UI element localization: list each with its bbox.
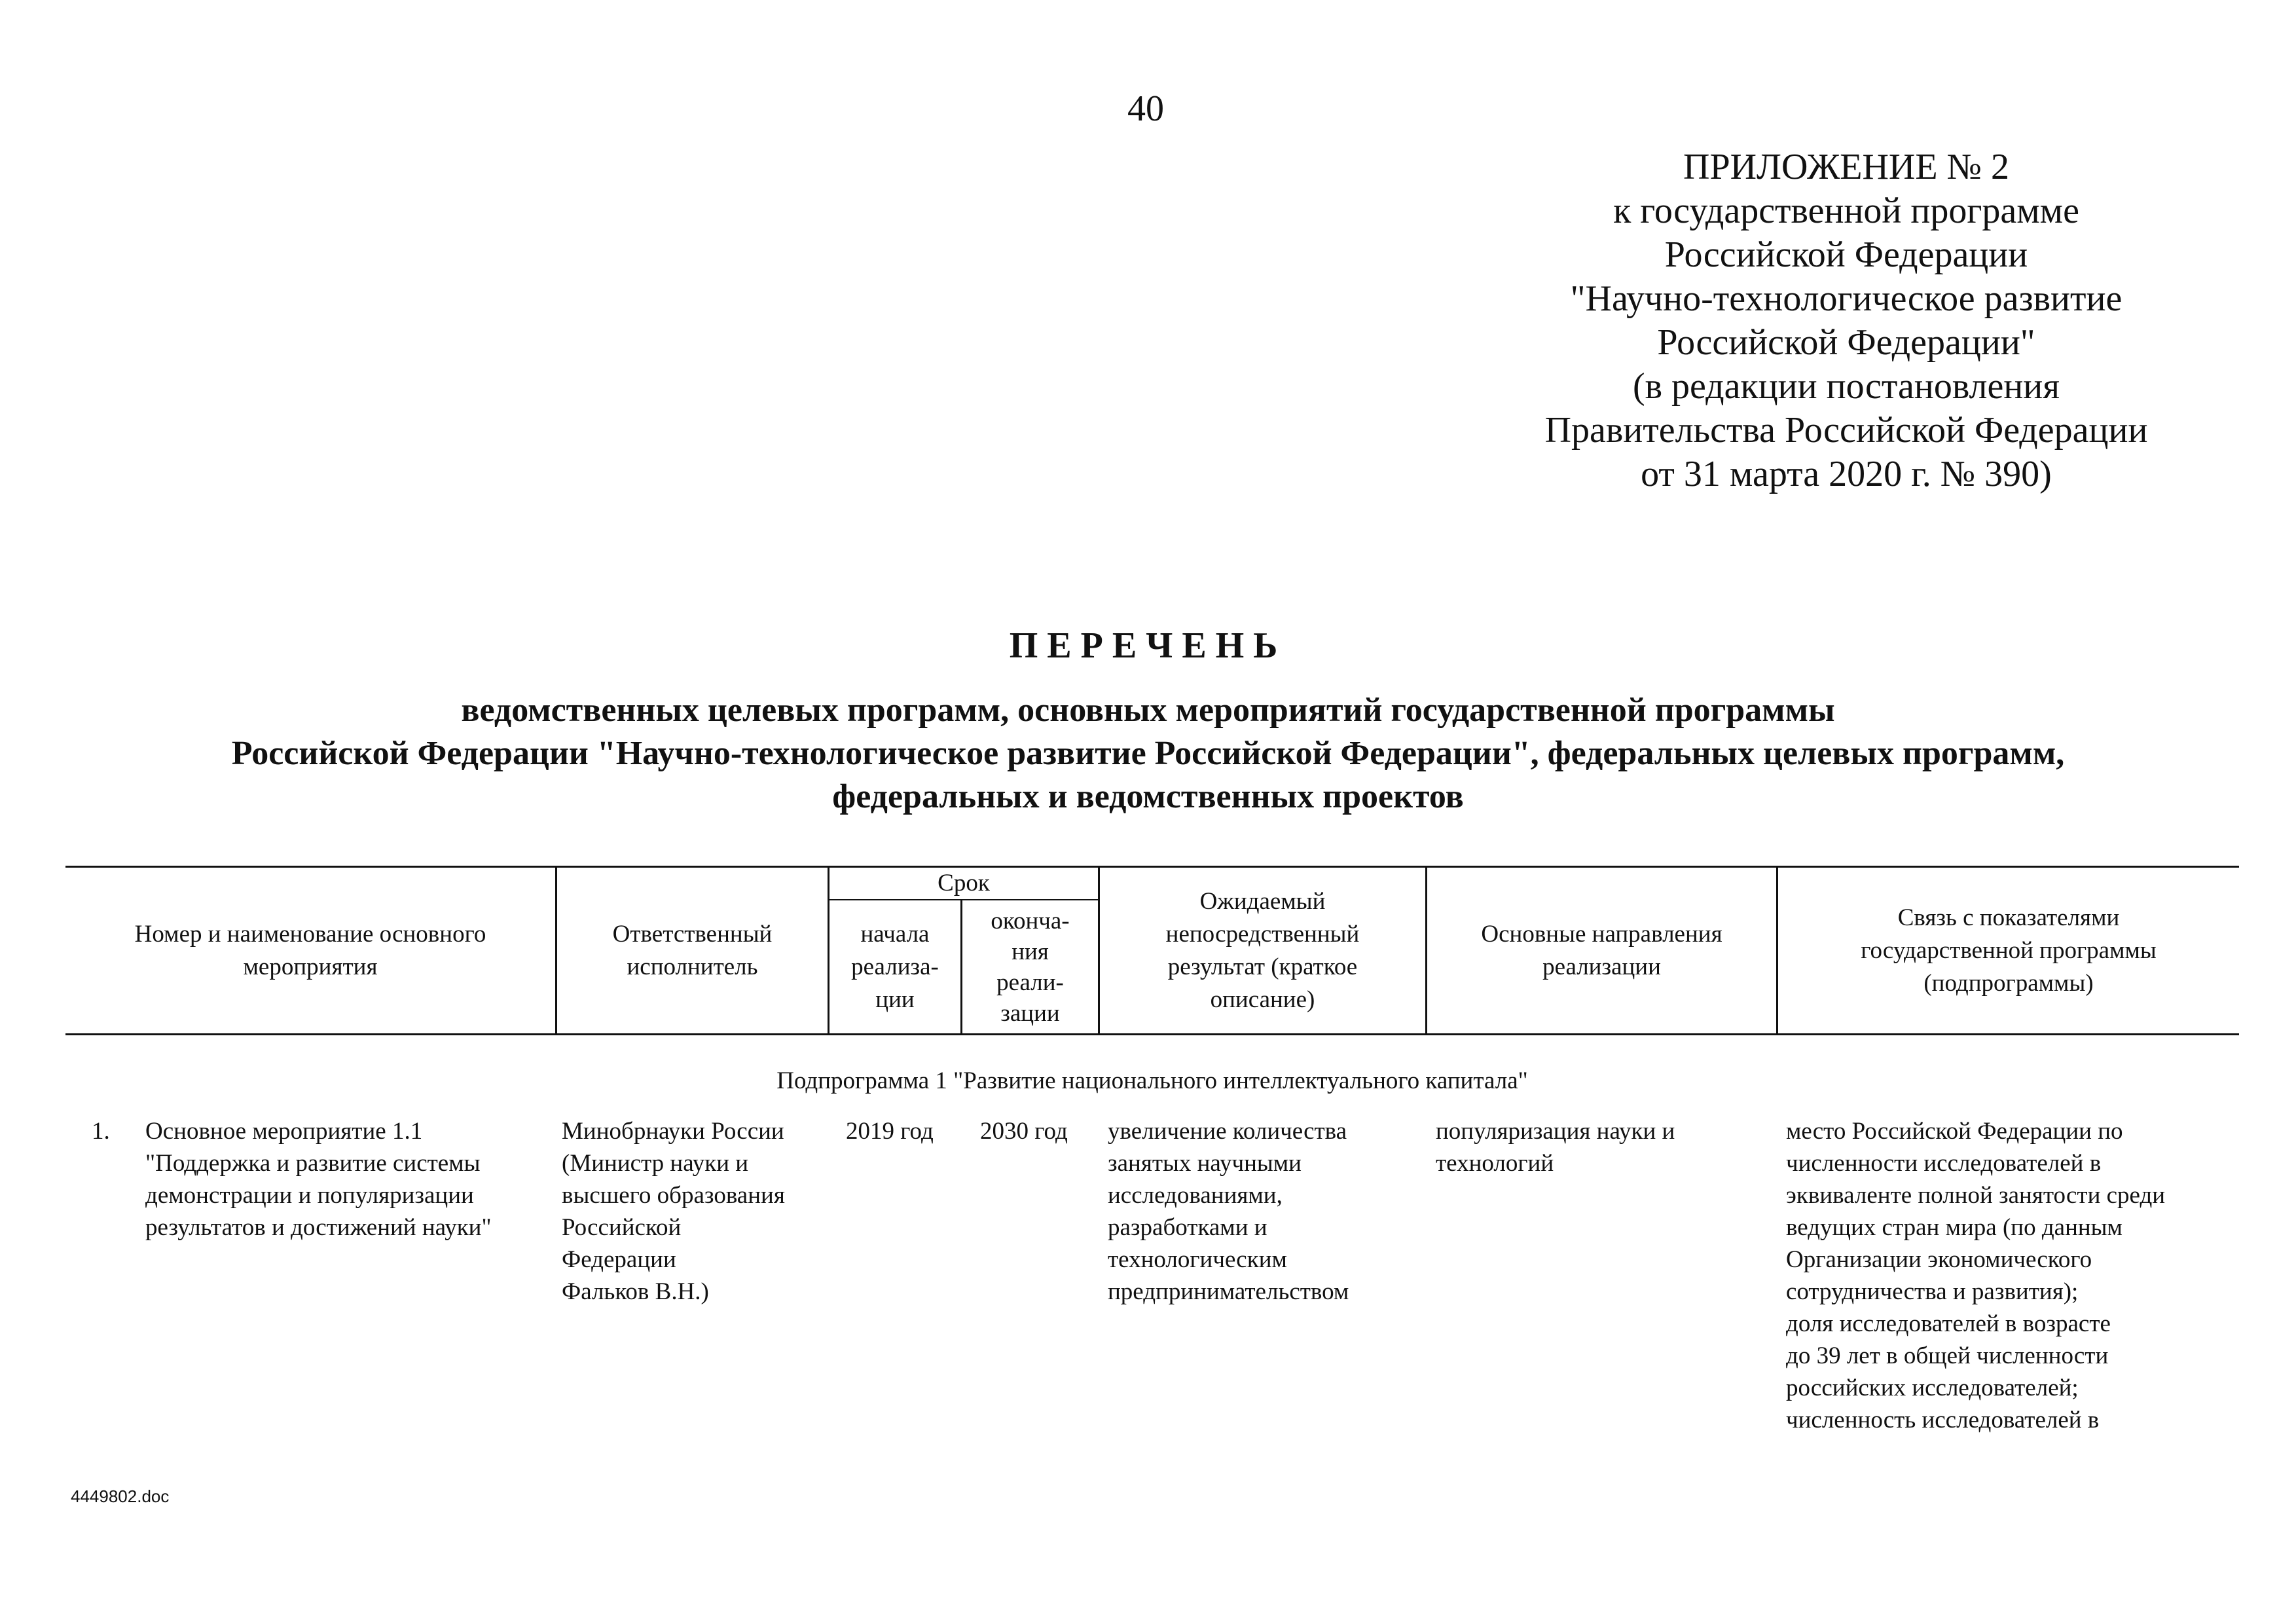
header-name-line: мероприятия bbox=[243, 953, 378, 980]
appendix-line: ПРИЛОЖЕНИЕ № 2 bbox=[1683, 147, 2009, 187]
header-indicators-line: государственной программы bbox=[1861, 936, 2157, 964]
document-file-id: 4449802.doc bbox=[71, 1486, 170, 1506]
row-result-line: занятых научными bbox=[1108, 1150, 1302, 1177]
subprogram-title: Подпрограмма 1 "Развитие национального интеллектуального капитала" bbox=[776, 1067, 1528, 1094]
header-indicators-line: Связь с показателями bbox=[1897, 904, 2120, 931]
header-name bbox=[65, 868, 555, 1033]
row-name-line: результатов и достижений науки" bbox=[145, 1214, 492, 1241]
row-indicators-line: Организации экономического bbox=[1786, 1246, 2092, 1273]
row-end-year: 2030 год bbox=[980, 1118, 1068, 1145]
row-number: 1. bbox=[92, 1118, 110, 1145]
row-directions-line: популяризация науки и bbox=[1436, 1118, 1675, 1145]
appendix-line: к государственной программе bbox=[1613, 191, 2079, 231]
document-subtitle bbox=[0, 689, 2296, 819]
row-directions bbox=[1436, 1115, 1675, 1179]
row-indicators-line: до 39 лет в общей численности bbox=[1786, 1342, 2109, 1369]
row-indicators-line: место Российской Федерации по bbox=[1786, 1118, 2123, 1145]
row-result bbox=[1108, 1115, 1349, 1308]
row-indicators-line: численность исследователей в bbox=[1786, 1407, 2100, 1433]
header-end-line: ния bbox=[1011, 938, 1049, 965]
row-executor-line: Федерации bbox=[562, 1246, 676, 1273]
document-title: ПЕРЕЧЕНЬ bbox=[1009, 625, 1287, 666]
header-directions-line: Основные направления bbox=[1481, 920, 1722, 948]
header-start-line: ции bbox=[875, 986, 915, 1013]
header-result-line: Ожидаемый bbox=[1199, 887, 1326, 915]
header-executor-line: исполнитель bbox=[627, 953, 758, 980]
row-indicators-line: ведущих стран мира (по данным bbox=[1786, 1214, 2123, 1241]
subtitle-line: Российской Федерации "Научно-технологическое развитие Российской Федерации", федеральных целевых программ, bbox=[231, 735, 2065, 772]
term-header-rule bbox=[828, 899, 1100, 900]
appendix-line: от 31 марта 2020 г. № 390) bbox=[1641, 454, 2052, 494]
row-indicators bbox=[1786, 1115, 2165, 1436]
header-term: Срок bbox=[938, 870, 990, 896]
appendix-header bbox=[1486, 145, 2206, 496]
header-directions bbox=[1427, 868, 1776, 1033]
appendix-line: Российской Федерации" bbox=[1657, 322, 2035, 363]
row-executor bbox=[562, 1115, 785, 1308]
header-start-line: реализа- bbox=[851, 953, 939, 980]
header-result-line: описание) bbox=[1210, 986, 1315, 1013]
subtitle-line: ведомственных целевых программ, основных мероприятий государственной программы bbox=[461, 692, 1835, 729]
header-name-line: Номер и наименование основного bbox=[134, 920, 486, 948]
table-header-bottom-rule bbox=[65, 1033, 2239, 1035]
appendix-line: Правительства Российской Федерации bbox=[1544, 410, 2148, 451]
appendix-line: Российской Федерации bbox=[1664, 234, 2028, 275]
header-result-line: результат (краткое bbox=[1167, 953, 1358, 980]
row-directions-line: технологий bbox=[1436, 1150, 1554, 1177]
row-indicators-line: численности исследователей в bbox=[1786, 1150, 2102, 1177]
row-name-line: Основное мероприятие 1.1 bbox=[145, 1118, 423, 1145]
row-executor-line: Российской bbox=[562, 1214, 682, 1241]
row-executor-line: (Министр науки и bbox=[562, 1150, 749, 1177]
page-number: 40 bbox=[1127, 88, 1164, 129]
row-start-year: 2019 год bbox=[846, 1118, 934, 1145]
header-start bbox=[829, 901, 960, 1033]
row-name-line: "Поддержка и развитие системы bbox=[145, 1150, 481, 1177]
row-indicators-line: эквиваленте полной занятости среди bbox=[1786, 1182, 2166, 1209]
row-result-line: увеличение количества bbox=[1108, 1118, 1347, 1145]
row-indicators-line: сотрудничества и развития); bbox=[1786, 1278, 2079, 1305]
header-result bbox=[1100, 868, 1425, 1033]
header-result-line: непосредственный bbox=[1165, 920, 1360, 948]
row-result-line: предпринимательством bbox=[1108, 1278, 1349, 1305]
appendix-line: "Научно-технологическое развитие bbox=[1570, 278, 2123, 319]
row-indicators-line: российских исследователей; bbox=[1786, 1375, 2079, 1401]
header-executor-line: Ответственный bbox=[612, 920, 773, 948]
header-indicators-line: (подпрограммы) bbox=[1923, 969, 2094, 997]
appendix-line: (в редакции постановления bbox=[1632, 366, 2060, 407]
header-directions-line: реализации bbox=[1542, 953, 1661, 980]
header-start-line: начала bbox=[860, 921, 930, 948]
header-executor bbox=[557, 868, 828, 1033]
row-result-line: разработками и bbox=[1108, 1214, 1267, 1241]
row-indicators-line: доля исследователей в возрасте bbox=[1786, 1310, 2111, 1337]
row-executor-line: Минобрнауки России bbox=[562, 1118, 784, 1145]
subtitle-line: федеральных и ведомственных проектов bbox=[832, 778, 1464, 815]
header-end-line: зации bbox=[1000, 1000, 1060, 1027]
header-end bbox=[962, 901, 1098, 1033]
row-executor-line: высшего образования bbox=[562, 1182, 785, 1209]
row-result-line: исследованиями, bbox=[1108, 1182, 1283, 1209]
row-result-line: технологическим bbox=[1108, 1246, 1287, 1273]
header-indicators bbox=[1778, 868, 2239, 1033]
header-end-line: реали- bbox=[996, 969, 1064, 996]
header-end-line: оконча- bbox=[991, 908, 1070, 934]
row-name bbox=[145, 1115, 492, 1244]
row-executor-line: Фальков В.Н.) bbox=[562, 1278, 709, 1305]
row-name-line: демонстрации и популяризации bbox=[145, 1182, 474, 1209]
